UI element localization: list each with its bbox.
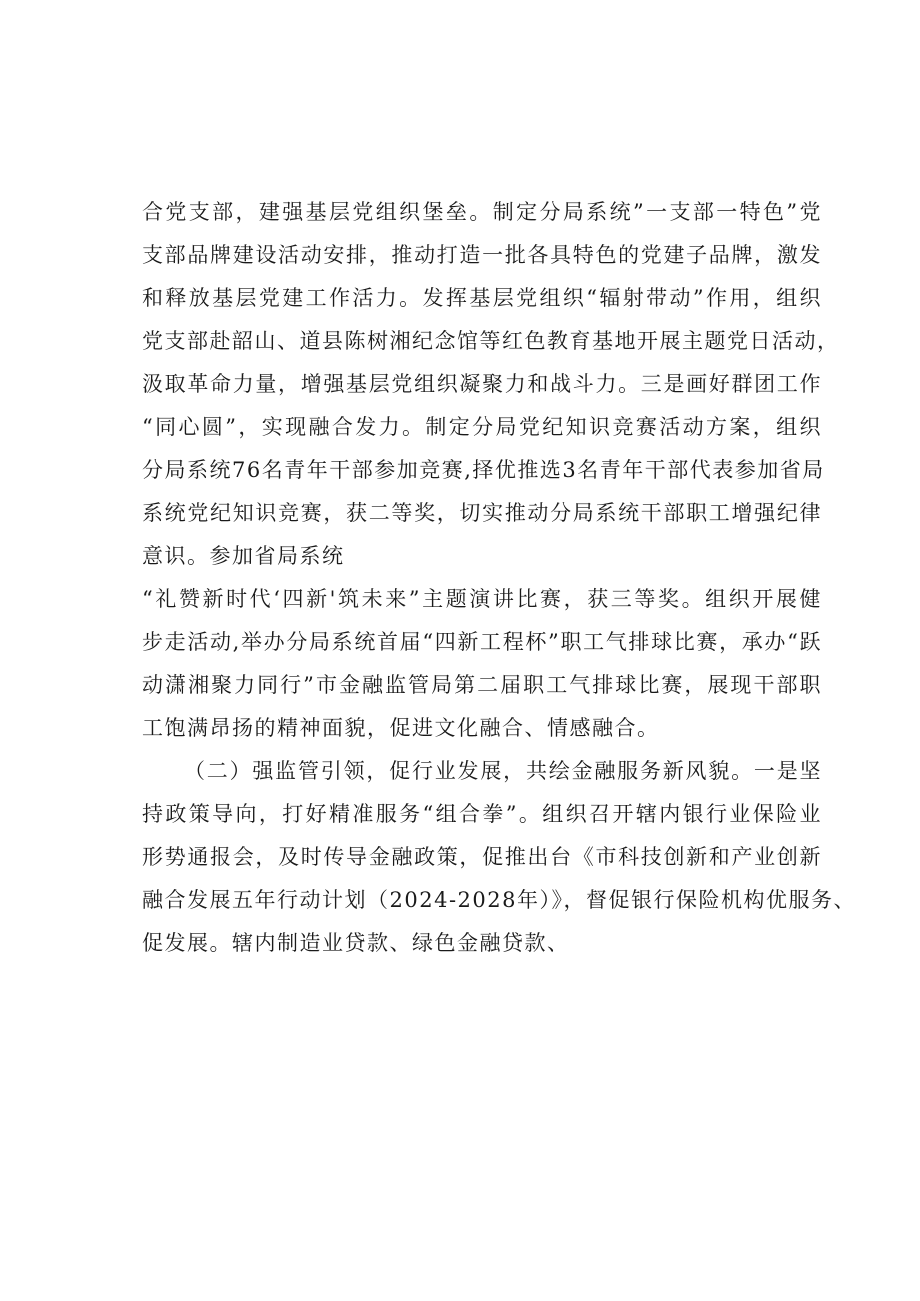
text-line: 形势通报会，及时传导金融政策，促推出台《市科技创新和产业创新 <box>142 845 822 869</box>
text-line: 动潇湘聚力同行”市金融监管局第二届职工气排球比赛，展现干部职 <box>142 673 822 697</box>
text-line: 促发展。辖内制造业贷款、绿色金融贷款、 <box>142 931 570 955</box>
text-line: 和释放基层党建工作活力。发挥基层党组织“辐射带动”作用，组织 <box>142 286 822 310</box>
text-line: 融合发展五年行动计划（2024-2028年）》，督促银行保险机构优服务、 <box>142 888 856 912</box>
text-line: 步走活动,举办分局系统首届“四新工程杯”职工气排球比赛，承办“跃 <box>142 630 822 654</box>
text-line: 支部品牌建设活动安排，推动打造一批各具特色的党建子品牌，激发 <box>142 243 822 267</box>
text-line: 持政策导向，打好精准服务“组合拳”。组织召开辖内银行业保险业 <box>142 802 822 826</box>
text-line: 意识。参加省局系统 <box>142 544 345 568</box>
text-line: “同心圆”，实现融合发力。制定分局党纪知识竞赛活动方案，组织 <box>142 415 822 439</box>
paragraph-party-building <box>142 191 840 750</box>
text-line: “礼赞新时代‘四新'筑未来”主题演讲比赛，获三等奖。组织开展健 <box>142 587 822 611</box>
paragraph-supervision <box>142 750 856 965</box>
text-line: 工饱满昂扬的精神面貌，促进文化融合、情感融合。 <box>142 716 660 740</box>
text-line: 分局系统76名青年干部参加竞赛,择优推选3名青年干部代表参加省局 <box>142 458 825 482</box>
text-line: 合党支部，建强基层党组织堡垒。制定分局系统”一支部一特色”党 <box>142 200 822 224</box>
section-heading-line: （二）强监管引领，促行业发展，共绘金融服务新风貌。一是坚 <box>184 759 822 783</box>
text-line: 党支部赴韶山、道县陈树湘纪念馆等红色教育基地开展主题党日活动， <box>142 329 840 353</box>
text-line: 汲取革命力量，增强基层党组织凝聚力和战斗力。三是画好群团工作 <box>142 372 822 396</box>
text-line: 系统党纪知识竞赛，获二等奖，切实推动分局系统干部职工增强纪律 <box>142 501 822 525</box>
